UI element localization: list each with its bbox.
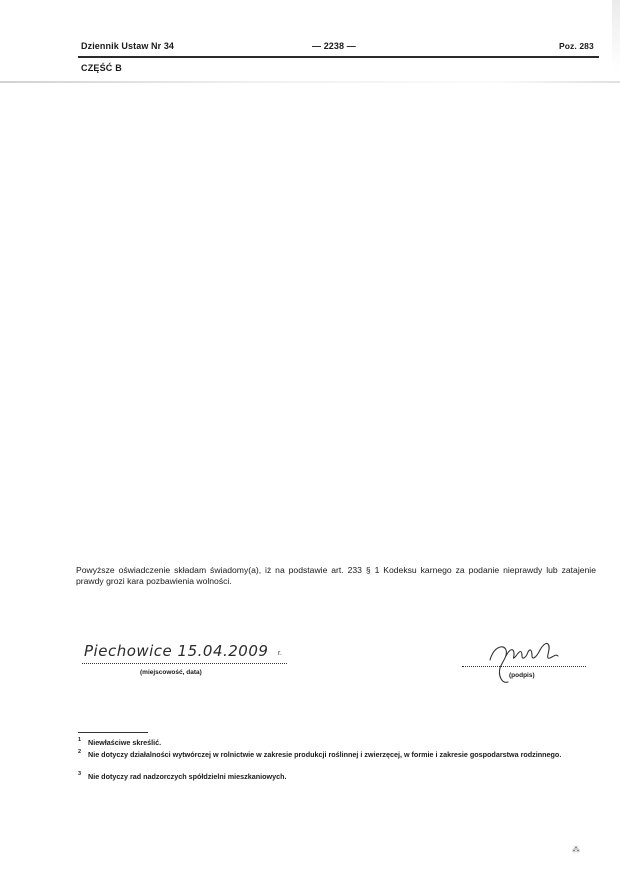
- page-number: — 2238 —: [312, 41, 356, 51]
- handwritten-signature-icon: [480, 638, 580, 688]
- footnote-1: [78, 738, 593, 747]
- place-date-label: (miejscowość, data): [140, 669, 202, 676]
- date-suffix: r.: [278, 650, 282, 657]
- place-date-field: [82, 642, 292, 666]
- handwritten-place-date: Piechowice 15.04.2009: [84, 642, 269, 660]
- signature-dotted-line: [462, 666, 586, 667]
- header-divider: [78, 56, 599, 58]
- footnote-text: Nie dotyczy działalności wytwórczej w rolnictwie w zakresie produkcji roślinnej i zwierzęcej, w formie i zakresie gospodarstwa rodzinnego.: [88, 750, 562, 759]
- scan-edge-line: [0, 81, 620, 83]
- place-date-dotted-line: [82, 663, 287, 664]
- footnote-text: Nie dotyczy rad nadzorczych spółdzielni mieszkaniowych.: [88, 772, 287, 781]
- footnote-3: [78, 772, 593, 781]
- footnote-number: 1: [78, 737, 82, 743]
- part-title: CZĘŚĆ B: [81, 63, 122, 73]
- position-number: Poz. 283: [559, 41, 594, 51]
- footnote-divider: [78, 732, 148, 733]
- scan-speck: ⁂: [572, 845, 580, 854]
- footnote-number: 2: [78, 749, 82, 755]
- footnote-2: [78, 750, 593, 759]
- statement-text: Powyższe oświadczenie składam świadomy(a), iż na podstawie art. 233 § 1 Kodeksu karnego za podanie nieprawdy lub zatajenie prawdy grozi kara pozbawienia wolności.: [76, 565, 596, 586]
- signature-label: (podpis): [509, 672, 535, 679]
- footnote-number: 3: [78, 771, 82, 777]
- scan-shadow: [612, 0, 620, 70]
- journal-title: Dziennik Ustaw Nr 34: [81, 41, 175, 51]
- footnote-text: Niewłaściwe skreślić.: [88, 738, 162, 747]
